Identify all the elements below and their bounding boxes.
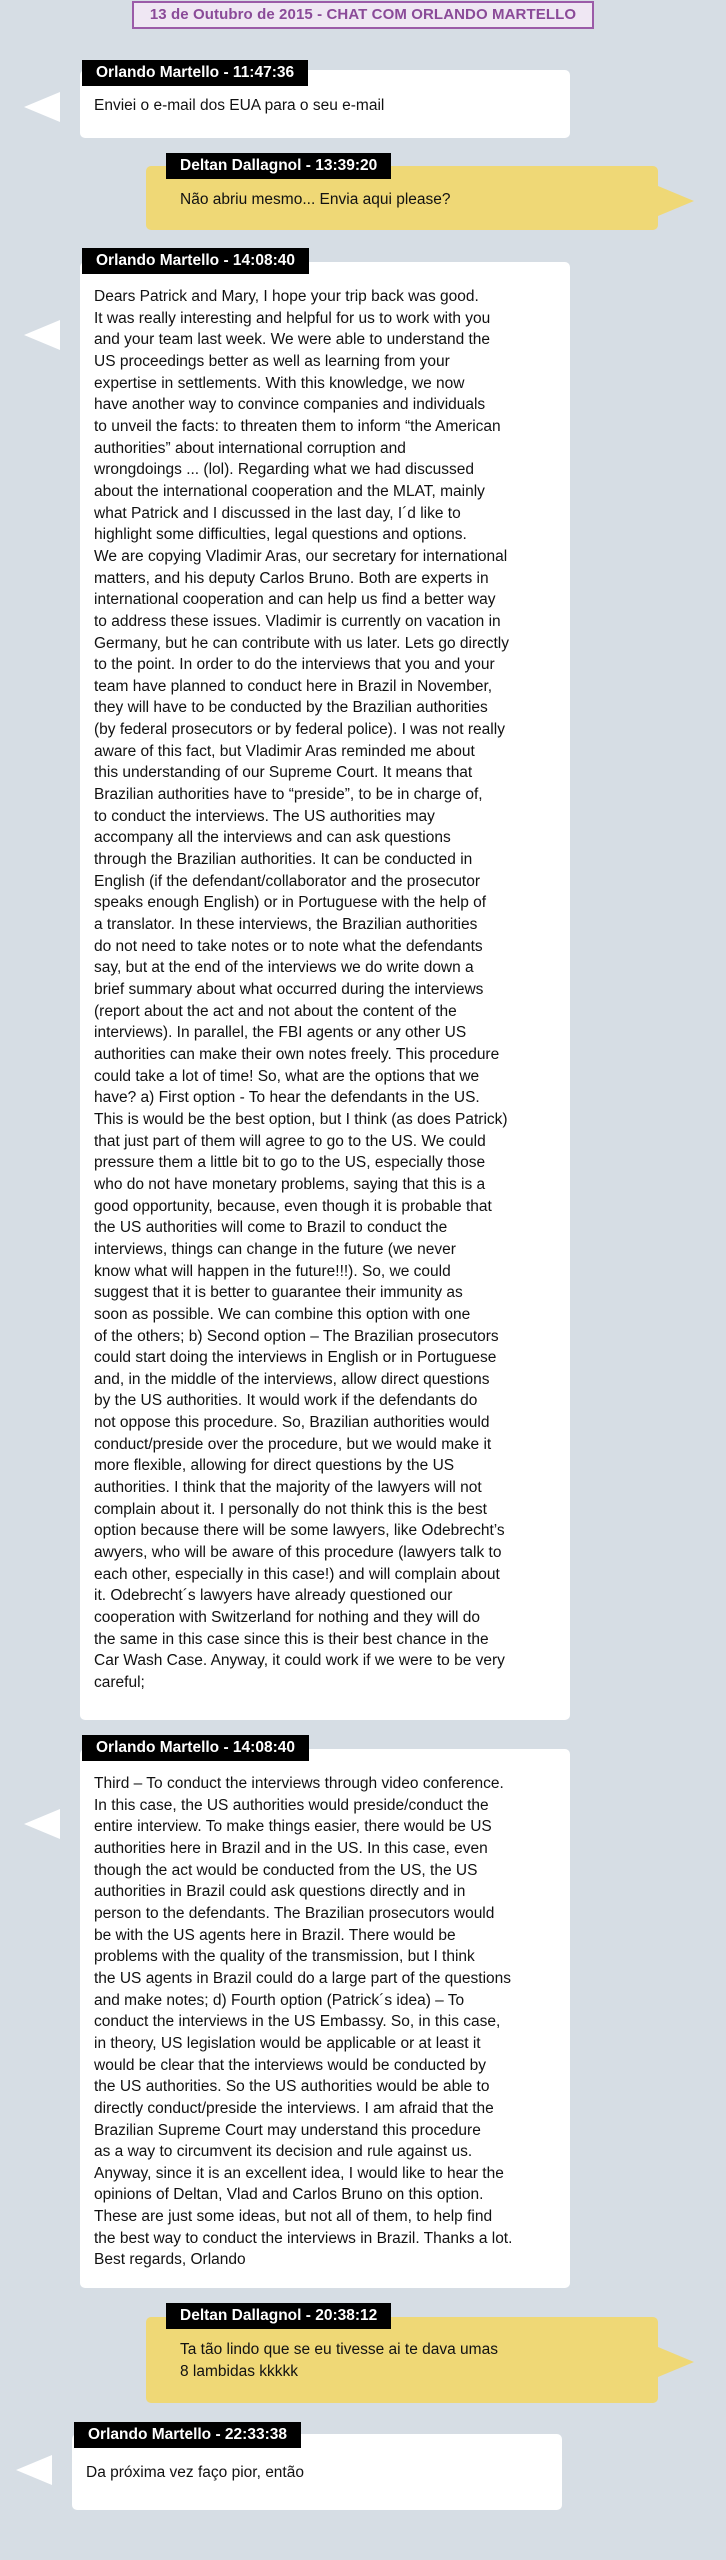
sender-timestamp-tag: Deltan Dallagnol - 20:38:12 [166, 2303, 391, 2329]
message-incoming [80, 60, 570, 138]
message-incoming [80, 248, 570, 1720]
bubble-tail [24, 320, 60, 350]
message-text: Ta tão lindo que se eu tivesse ai te dava umas 8 lambidas kkkkk [180, 2341, 498, 2380]
message-incoming [80, 1735, 570, 2288]
message-outgoing [146, 2303, 658, 2403]
chat-header-wrap [0, 0, 726, 29]
sender-timestamp-tag: Orlando Martello - 14:08:40 [82, 248, 309, 274]
message-text: Enviei o e-mail dos EUA para o seu e-mail [94, 97, 385, 114]
sender-timestamp-tag: Orlando Martello - 22:33:38 [74, 2422, 301, 2448]
message-text: Não abriu mesmo... Envia aqui please? [180, 191, 451, 208]
bubble-tail [24, 92, 60, 122]
bubble-tail [16, 2455, 52, 2485]
bubble-tail [658, 186, 694, 216]
message-outgoing [146, 153, 658, 230]
message-text: Third – To conduct the interviews through video conference. In this case, the US authorities would preside/conduct the entire interview. To make things easier, there would be US authorities here in Brazil and in the US. In this case, even though the act would be conducted from the US, the US authorities in Brazil could ask questions directly and in person to the defendants. The Brazilian prosecutors would be with the US agents here in Brazil. There would be problems with the quality of the transmission, but I think the US agents in Brazil could do a large part of the questions and make notes; d) Fourth option (Patrick´s idea) – To conduct the interviews in the US Embassy. So, in this case, in theory, US legislation would be applicable or at least it would be clear that the interviews would be conducted by the US authorities. So the US authorities would be able to directly conduct/preside the interviews. I am afraid that the Brazilian Supreme Court may understand this procedure as a way to circumvent its decision and rule against us. Anyway, since it is an excellent idea, I would like to hear the opinions of Deltan, Vlad and Carlos Bruno on this option. These are just some ideas, but not all of them, to help find the best way to conduct the interviews in Brazil. Thanks a lot. Best regards, Orlando [94, 1775, 513, 2269]
sender-timestamp-tag: Orlando Martello - 14:08:40 [82, 1735, 309, 1761]
sender-timestamp-tag: Deltan Dallagnol - 13:39:20 [166, 153, 391, 179]
message-text: Dears Patrick and Mary, I hope your trip back was good. It was really interesting and helpful for us to work with you and your team last week. We were able to understand the US proceedings better as well as learning from your expertise in settlements. With this knowledge, we now have another way to convince companies and individuals to unveil the facts: to threaten them to inform “the American authorities” about international corruption and wrongdoings ... (lol). Regarding what we had discussed about the international cooperation and the MLAT, mainly what Patrick and I discussed in the last day, I´d like to highlight some difficulties, legal questions and options. We are copying Vladimir Aras, our secretary for international matters, and his deputy Carlos Bruno. Both are experts in international cooperation and can help us find a better way to address these issues. Vladimir is currently on vacation in Germany, but he can contribute with us later. Lets go directly to the point. In order to do the interviews that you and your team have planned to conduct here in Brazil in November, they will have to be conducted by the Brazilian authorities (by federal prosecutors or by federal police). I was not really aware of this fact, but Vladimir Aras reminded me about this understanding of our Supreme Court. It means that Brazilian authorities have to “preside”, to be in charge of, to conduct the interviews. The US authorities may accompany all the interviews and can ask questions through the Brazilian authorities. It can be conducted in English (if the defendant/collaborator and the prosecutor speaks enough English) or in Portuguese with the help of a translator. In these interviews, the Brazilian authorities do not need to take notes or to note what the defendants say, but at the end of the interviews we do write down a brief summary about what occurred during the interviews (report about the act and not about the content of the interviews). In parallel, the FBI agents or any other US authorities can make their own notes freely. This procedure could take a lot of time! So, what are the options that we have? a) First option - To hear the defendants in the US. This is would be the best option, but I think (as does Patrick) that just part of them will agree to go to the US. We could pressure them a little bit to go to the US, especially those who do not have monetary problems, saying that this is a good opportunity, because, even though it is probable that the US authorities will come to Brazil to conduct the interviews, things can change in the future (we never know what will happen in the future!!!). So, we could suggest that it is better to guarantee their immunity as soon as possible. We can combine this option with one of the others; b) Second option – The Brazilian prosecutors could start doing the interviews in English or in Portuguese and, in the middle of the interviews, allow direct questions by the US authorities. It would work if the defendants do not oppose this procedure. So, Brazilian authorities would conduct/preside over the procedure, but we would make it more flexible, allowing for direct questions by the US authorities. I think that the majority of the lawyers will not complain about it. I personally do not think this is the best option because there will be some lawyers, like Odebrecht’s awyers, who will be aware of this procedure (lawyers talk to each other, especially in this case!) and will complain about it. Odebrecht´s lawyers have already questioned our cooperation with Switzerland for nothing and they will do the same in this case since this is their best chance in the Car Wash Case. Anyway, it could work if we were to be very careful; [94, 288, 509, 1691]
message-incoming [72, 2422, 562, 2510]
sender-timestamp-tag: Orlando Martello - 11:47:36 [82, 60, 308, 86]
bubble-tail [24, 1809, 60, 1839]
chat-date-title: 13 de Outubro de 2015 - CHAT COM ORLANDO MARTELLO [132, 1, 594, 29]
bubble-tail [658, 2347, 694, 2377]
message-text: Da próxima vez faço pior, então [86, 2464, 304, 2481]
